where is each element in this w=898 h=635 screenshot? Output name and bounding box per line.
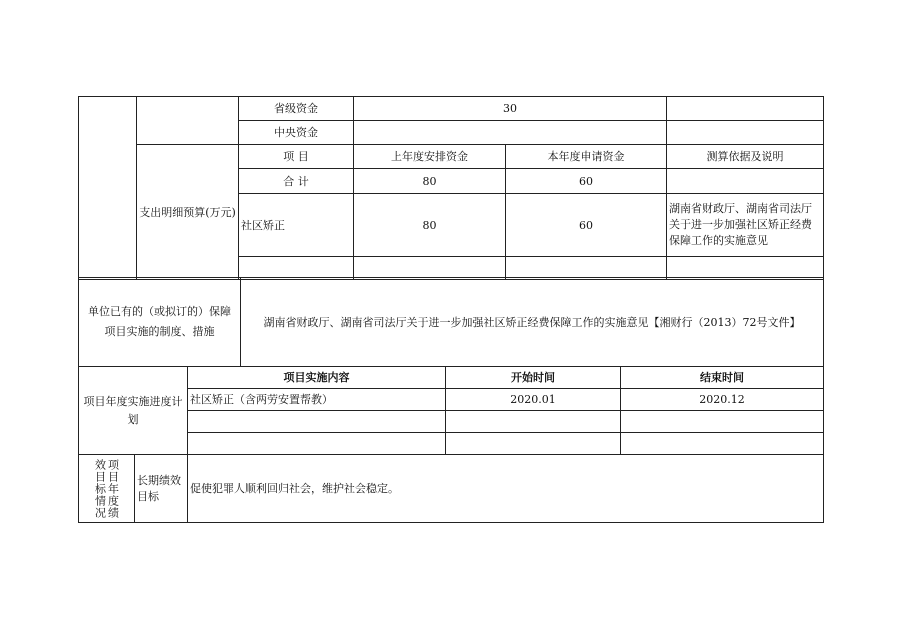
measures-content: 湖南省财政厅、湖南省司法厅关于进一步加强社区矫正经费保障工作的实施意见【湘财行（2013）72号文件】 (241, 278, 824, 367)
empty-cell (621, 411, 824, 433)
schedule-header-content: 项目实施内容 (188, 367, 446, 389)
central-funds-label: 中央资金 (239, 121, 354, 145)
item-basis: 湖南省财政厅、湖南省司法厅关于进一步加强社区矫正经费保障工作的实施意见 (667, 194, 824, 257)
provincial-funds-label: 省级资金 (239, 97, 354, 121)
header-last-year: 上年度安排资金 (354, 145, 506, 169)
total-label: 合 计 (239, 169, 354, 194)
header-this-year: 本年度申请资金 (506, 145, 667, 169)
schedule-row-end: 2020.12 (621, 389, 824, 411)
schedule-header-start: 开始时间 (446, 367, 621, 389)
total-basis (667, 169, 824, 194)
schedule-row-content: 社区矫正（含两劳安置帮教） (188, 389, 446, 411)
blank-cell (137, 97, 239, 145)
empty-cell (188, 411, 446, 433)
expense-section-label: 支出明细预算(万元) (137, 145, 239, 280)
performance-outer-label: 项目年度绩效目标情况 (93, 458, 120, 519)
schedule-row-start: 2020.01 (446, 389, 621, 411)
empty-cell (188, 433, 446, 455)
empty-cell (446, 411, 621, 433)
measures-table (78, 277, 824, 367)
measures-label: 单位已有的（或拟订的）保障项目实施的制度、措施 (79, 278, 241, 367)
schedule-table (78, 366, 824, 455)
performance-table (78, 454, 824, 523)
total-last-year: 80 (354, 169, 506, 194)
performance-outer-label-cell (79, 455, 135, 523)
item-last-year: 80 (354, 194, 506, 257)
item-this-year: 60 (506, 194, 667, 257)
blank-cell (667, 121, 824, 145)
central-funds-value (354, 121, 667, 145)
empty-cell (446, 433, 621, 455)
header-item: 项 目 (239, 145, 354, 169)
item-label: 社区矫正 (239, 194, 354, 257)
empty-cell (621, 433, 824, 455)
schedule-header-end: 结束时间 (621, 367, 824, 389)
blank-cell (667, 97, 824, 121)
long-term-content: 促使犯罪人顺利回归社会，维护社会稳定。 (188, 455, 824, 523)
budget-table (78, 96, 824, 280)
provincial-funds-value: 30 (354, 97, 667, 121)
header-basis: 测算依据及说明 (667, 145, 824, 169)
left-blank-cell (79, 97, 137, 280)
schedule-label: 项目年度实施进度计划 (79, 367, 188, 455)
long-term-label: 长期绩效目标 (135, 455, 188, 523)
total-this-year: 60 (506, 169, 667, 194)
